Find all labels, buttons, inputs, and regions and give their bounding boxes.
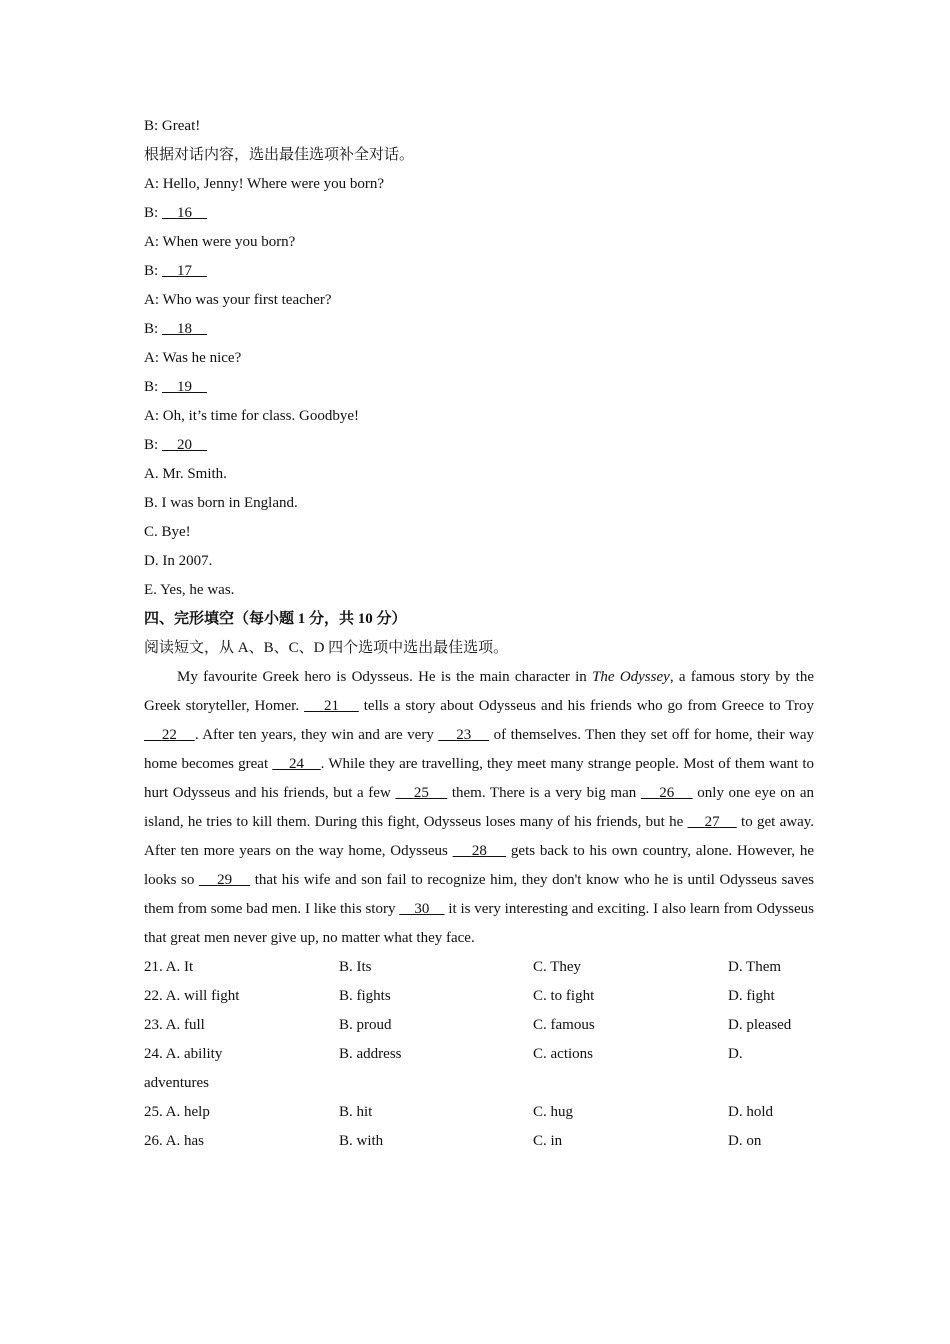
dialogue-line: A: Hello, Jenny! Where were you born? bbox=[144, 176, 385, 192]
answer-blank[interactable]: 18 bbox=[176, 321, 192, 337]
option-item: C. Bye! bbox=[144, 524, 191, 540]
cloze-blank[interactable]: 24 bbox=[288, 756, 304, 772]
cloze-passage: My favourite Greek hero is Odysseus. He is the main character in The Odyssey, a famous story by the Greek storyteller, Homer. 21 tells a story about Odysseus and his friends who go from Greece to Troy 22 . After ten years, they win and are very 23 of themselves. Then they set off for home, their way home becomes great 24 . While they are travelling, they meet many strange people. Most of them want to hurt Odysseus and his friends, but a few 25 them. There is a very big man 26 only one eye on an island, he tries to kill them. During this fight, Odysseus loses many of his friends, but he 27 to get away. After ten more years on the way home, Odysseus 28 gets back to his own country, alone. However, he looks so 29 that his wife and son fail to recognize him, they don't know who he is until Odysseus saves them from some bad men. I like this story 30 it is very interesting and exciting. I also learn from Odysseus that great men never give up, no matter what they face. bbox=[144, 669, 815, 946]
dialogue-line: A: When were you born? bbox=[144, 234, 296, 250]
answer-blank[interactable]: 19 bbox=[176, 379, 192, 395]
dialogue-line: B: 20 bbox=[144, 431, 814, 460]
dialogue-line: A: Oh, it’s time for class. Goodbye! bbox=[144, 408, 359, 424]
dialogue-instruction: 根据对话内容，选出最佳选项补全对话。 bbox=[144, 147, 415, 163]
cloze-blank[interactable]: 27 bbox=[704, 814, 720, 830]
dialogue-line: B: 17 bbox=[144, 257, 814, 286]
option-row: 23. A. full B. proud C. famous D. pleased bbox=[144, 1017, 792, 1033]
option-item: B. I was born in England. bbox=[144, 495, 298, 511]
cloze-blank[interactable]: 22 bbox=[161, 727, 177, 743]
book-title: The Odyssey bbox=[592, 669, 670, 685]
cloze-blank[interactable]: 26 bbox=[659, 785, 675, 801]
cloze-options bbox=[144, 953, 814, 1156]
answer-blank[interactable]: 20 bbox=[176, 437, 192, 453]
dialogue-options bbox=[144, 460, 814, 605]
dialogue-tail: B: Great! bbox=[144, 118, 201, 134]
section-instruction: 阅读短文，从 A、B、C、D 四个选项中选出最佳选项。 bbox=[144, 640, 509, 656]
option-item: D. In 2007. bbox=[144, 553, 213, 569]
cloze-blank[interactable]: 29 bbox=[217, 872, 233, 888]
dialogue-line: A: Who was your first teacher? bbox=[144, 292, 332, 308]
option-row: 22. A. will fight B. fights C. to fight D. fight bbox=[144, 988, 775, 1004]
cloze-blank[interactable]: 25 bbox=[413, 785, 429, 801]
answer-blank[interactable]: 16 bbox=[176, 205, 192, 221]
cloze-blank[interactable]: 23 bbox=[456, 727, 472, 743]
dialogue-line: A: Was he nice? bbox=[144, 350, 242, 366]
cloze-blank[interactable]: 30 bbox=[414, 901, 430, 917]
option-row: 25. A. help B. hit C. hug D. hold bbox=[144, 1104, 773, 1120]
section-heading: 四、完形填空（每小题 1 分，共 10 分） bbox=[144, 611, 407, 627]
dialogue-line: B: 18 bbox=[144, 315, 814, 344]
cloze-blank[interactable]: 28 bbox=[471, 843, 487, 859]
cloze-blank[interactable]: 21 bbox=[323, 698, 339, 714]
dialogue bbox=[144, 170, 814, 460]
document-page bbox=[144, 112, 814, 1156]
dialogue-line: B: 16 bbox=[144, 199, 814, 228]
option-row: 26. A. has B. with C. in D. on bbox=[144, 1133, 762, 1149]
option-continuation: adventures bbox=[144, 1075, 209, 1091]
option-item: A. Mr. Smith. bbox=[144, 466, 227, 482]
answer-blank[interactable]: 17 bbox=[176, 263, 192, 279]
dialogue-line: B: 19 bbox=[144, 373, 814, 402]
option-row: 21. A. It B. Its C. They D. Them bbox=[144, 959, 782, 975]
option-row: 24. A. ability B. address C. actions D. bbox=[144, 1046, 743, 1062]
option-item: E. Yes, he was. bbox=[144, 582, 235, 598]
